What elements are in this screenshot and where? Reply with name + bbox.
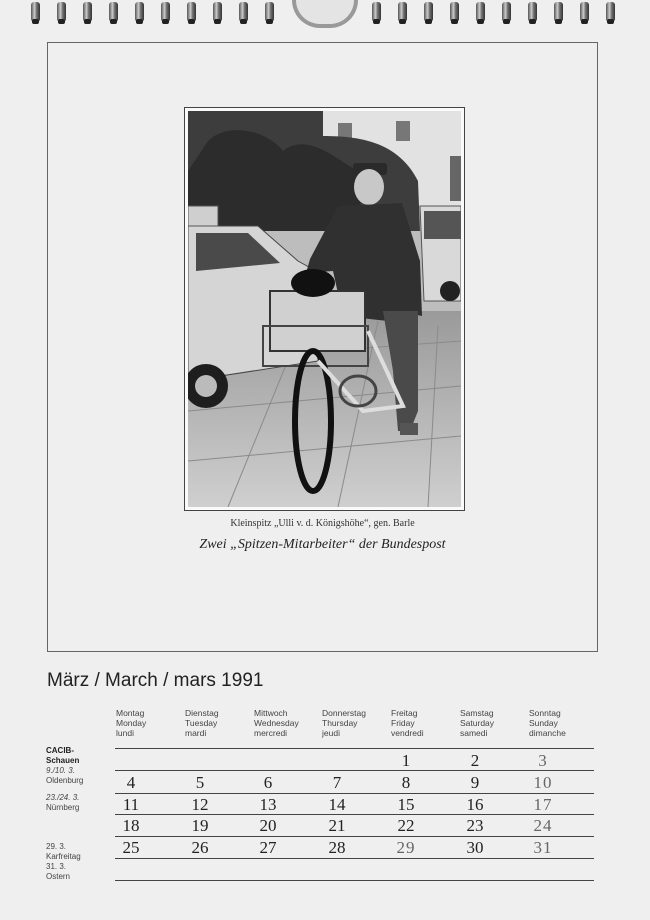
binding-ring [57,2,66,22]
calendar-day-sunday: 10 [533,773,553,792]
calendar-day: 8 [401,773,411,792]
calendar-day: 18 [122,816,140,835]
calendar-day: 13 [259,795,277,814]
calendar-day: 5 [195,773,205,792]
calendar-day: 6 [263,773,273,792]
dog-show-note-2: 23./24. 3. Nürnberg [46,793,80,812]
calendar-day: 28 [328,838,346,857]
dog-show-note: CACIB- Schauen 9./10. 3. Oldenburg [46,746,84,785]
calendar-day: 14 [328,795,346,814]
calendar-divider [115,748,594,749]
calendar-day: 22 [397,816,415,835]
calendar-day: 1 [401,751,411,770]
weekday-header-monday: Montag Monday lundi [116,708,147,738]
spiral-binding [0,0,650,26]
calendar-day: 26 [191,838,209,857]
binding-ring [450,2,459,22]
binding-ring [83,2,92,22]
binding-ring [398,2,407,22]
calendar-day-sunday: 3 [538,751,548,770]
hanger-hook [292,0,358,28]
month-title: März / March / mars 1991 [47,670,264,691]
weekday-header-friday: Freitag Friday vendredi [391,708,424,738]
calendar-day: 15 [397,795,415,814]
calendar-day-sunday: 31 [533,838,553,857]
photo-caption-main: Zwei „Spitzen-Mitarbeiter“ der Bundespost [199,537,446,552]
binding-ring [135,2,144,22]
binding-ring [187,2,196,22]
calendar-day: 16 [466,795,484,814]
calendar-day: 30 [466,838,484,857]
calendar-day: 12 [191,795,209,814]
binding-ring [424,2,433,22]
binding-ring [580,2,589,22]
binding-ring [606,2,615,22]
calendar-day-sunday: 24 [533,816,553,835]
binding-ring [476,2,485,22]
binding-ring [502,2,511,22]
calendar-divider [115,793,594,794]
calendar-day: 27 [259,838,277,857]
calendar-day-holiday: 29 [396,838,416,857]
photo [184,107,465,511]
calendar-day-sunday: 17 [533,795,553,814]
binding-ring [31,2,40,22]
weekday-header-wednesday: Mittwoch Wednesday mercredi [254,708,299,738]
binding-ring [109,2,118,22]
calendar-day: 19 [191,816,209,835]
weekday-header-sunday: Sonntag Sunday dimanche [529,708,566,738]
calendar-day: 23 [466,816,484,835]
binding-ring [528,2,537,22]
calendar-day: 9 [470,773,480,792]
photo-caption-small: Kleinspitz „Ulli v. d. Königshöhe“, gen. Barle [230,518,415,529]
calendar-day: 20 [259,816,277,835]
calendar-day: 21 [328,816,346,835]
calendar-day: 2 [470,751,480,770]
binding-ring [372,2,381,22]
holiday-note: 29. 3. Karfreitag 31. 3. Ostern [46,842,81,881]
calendar-day: 4 [126,773,136,792]
weekday-header-saturday: Samstag Saturday samedi [460,708,495,738]
binding-ring [161,2,170,22]
calendar-day: 25 [122,838,140,857]
binding-ring [265,2,274,22]
binding-ring [239,2,248,22]
calendar-day: 7 [332,773,342,792]
calendar-day: 11 [122,795,140,814]
binding-ring [554,2,563,22]
weekday-header-tuesday: Dienstag Tuesday mardi [185,708,219,738]
weekday-header-thursday: Donnerstag Thursday jeudi [322,708,366,738]
binding-ring [213,2,222,22]
photo-image [188,111,461,507]
calendar-divider [115,836,594,837]
calendar-divider [115,858,594,859]
calendar-divider [115,880,594,881]
